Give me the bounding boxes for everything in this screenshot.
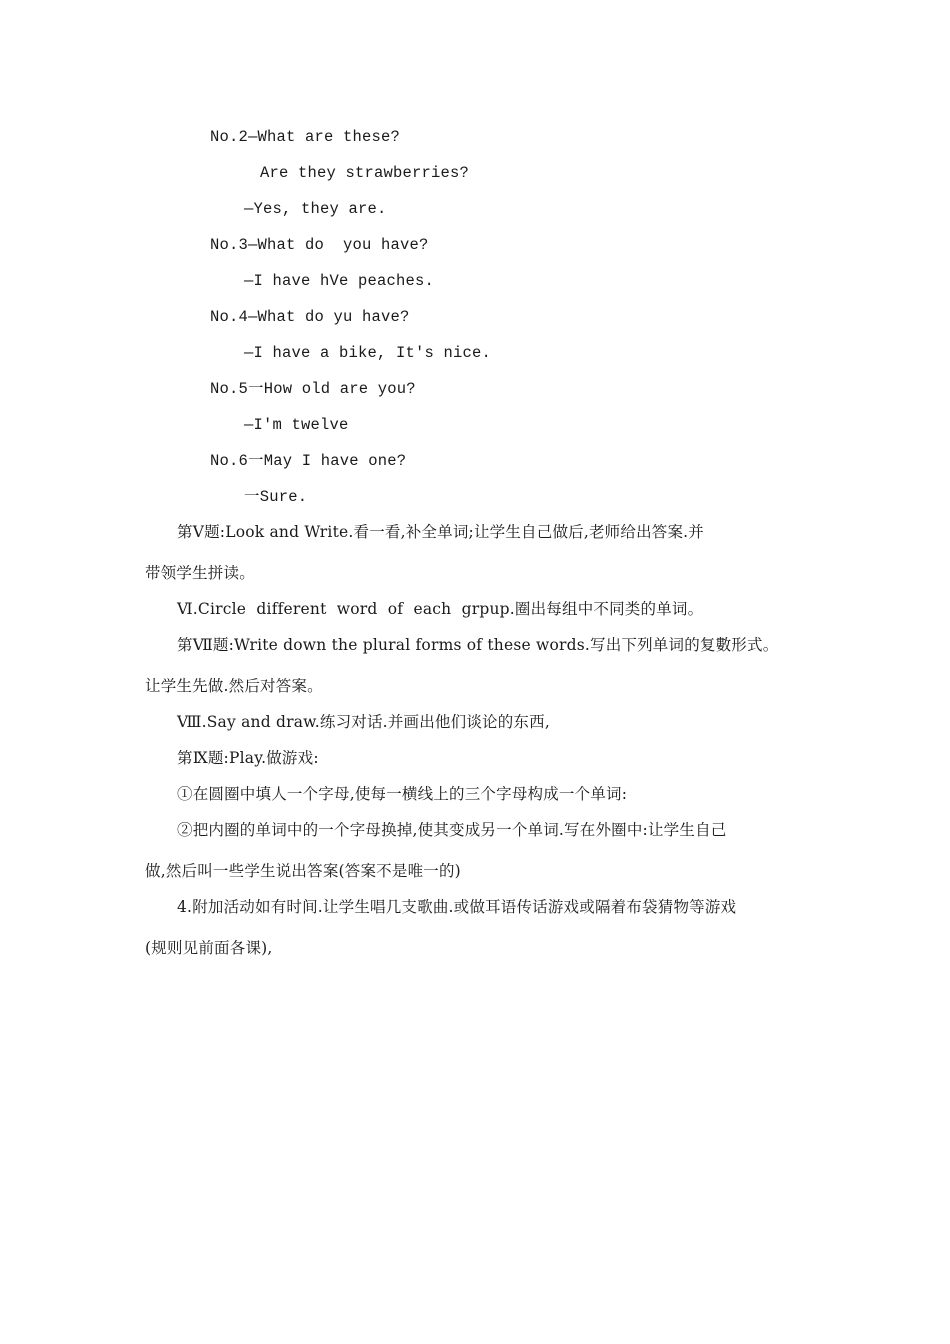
dialogue-no2-question: No.2—What are these? — [210, 128, 401, 146]
dialogue-no2-answer: —Yes, they are. — [244, 200, 387, 218]
task7-paragraph-line1: 第Ⅶ题:Write down the plural forms of these words.写出下列单词的复數形式。 — [177, 636, 779, 654]
task9-heading: 第Ⅸ题:Play.做游戏: — [177, 749, 319, 767]
dialogue-no6-question: No.6一May I have one? — [210, 452, 407, 470]
dialogue-no2-question-2: Are they strawberries? — [260, 164, 470, 182]
task9-item1: ①在圆圈中填人一个字母,使每一横线上的三个字母构成一个单词: — [177, 785, 628, 803]
task8-paragraph: Ⅷ.Say and draw.练习对话.并画出他们谈论的东西, — [177, 713, 550, 731]
task9-item2-line2: 做,然后叫一些学生说出答案(答案不是唯一的) — [145, 862, 461, 880]
dialogue-no5-answer: —I'm twelve — [244, 416, 349, 434]
dialogue-no3-question: No.3—What do you have? — [210, 236, 429, 254]
activity4-line2: (规则见前面各课), — [145, 939, 273, 957]
activity4-line1: 4.附加活动如有时间.让学生唱几支歌曲.或做耳语传话游戏或隔着布袋猜物等游戏 — [177, 898, 737, 916]
task5-paragraph-line1: 第Ⅴ题:Look and Write.看一看,补全单词;让学生自己做后,老师给出答案.并 — [177, 523, 704, 541]
dialogue-no6-answer: 一Sure. — [244, 488, 308, 506]
dialogue-no5-question: No.5一How old are you? — [210, 380, 416, 398]
task9-item2-line1: ②把内圈的单词中的一个字母换掉,使其变成另一个单词.写在外圈中:让学生自己 — [177, 821, 727, 839]
task6-paragraph: Ⅵ.Circle different word of each grpup.圈出每组中不同类的单词。 — [177, 600, 704, 618]
dialogue-no4-answer: —I have a bike, It's nice. — [244, 344, 492, 362]
task7-paragraph-line2: 让学生先做.然后对答案。 — [145, 677, 323, 695]
dialogue-no4-question: No.4—What do yu have? — [210, 308, 410, 326]
dialogue-no3-answer: —I have hVe peaches. — [244, 272, 435, 290]
task5-paragraph-line2: 带领学生拼读。 — [145, 564, 255, 582]
